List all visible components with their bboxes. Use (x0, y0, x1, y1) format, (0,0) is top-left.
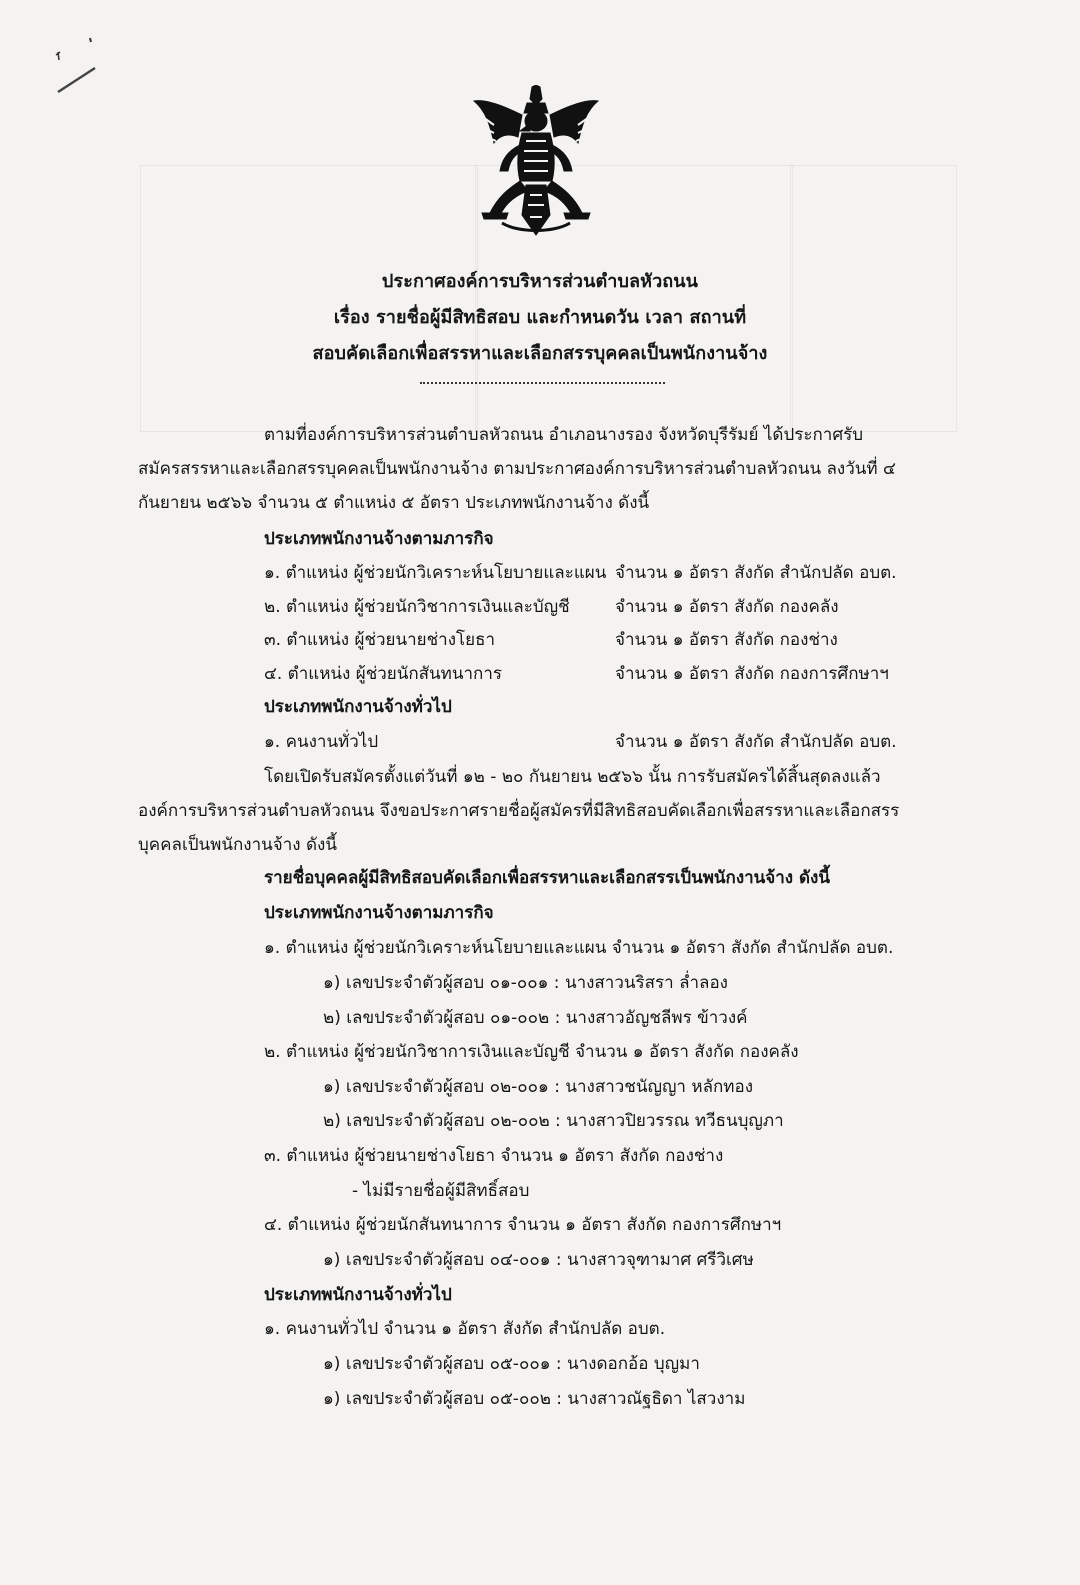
candidate-entry: ๒) เลขประจำตัวผู้สอบ ๐๒-๐๐๒ : นางสาวปิยวรรณ ทวีธนบุญภา (323, 1111, 784, 1131)
candidate-entry: ๑) เลขประจำตัวผู้สอบ ๐๕-๐๐๒ : นางสาวณัฐธิดา ไสวงาม (323, 1389, 746, 1409)
bleed-through-divider (790, 165, 793, 432)
eligible-heading: รายชื่อบุคคลผู้มีสิทธิสอบคัดเลือกเพื่อสรรหาและเลือกสรรเป็นพนักงานจ้าง ดังนี้ (264, 868, 830, 888)
opening-line-1: โดยเปิดรับสมัครตั้งแต่วันที่ ๑๒ - ๒๐ กันยายน ๒๕๖๖ นั้น การรับสมัครได้สิ้นสุดลงแล้ว (264, 767, 881, 787)
candidate-entry: ๑) เลขประจำตัวผู้สอบ ๐๔-๐๐๑ : นางสาวจุฑามาศ ศรีวิเศษ (323, 1250, 754, 1270)
garuda-emblem-icon (472, 85, 600, 240)
eligible-position: ๑. ตำแหน่ง ผู้ช่วยนักวิเคราะห์นโยบายและแผน จำนวน ๑ อัตรา สังกัด สำนักปลัด อบต. (264, 938, 894, 958)
eligible-position: ๓. ตำแหน่ง ผู้ช่วยนายช่างโยธา จำนวน ๑ อัตรา สังกัด กองช่าง (264, 1146, 724, 1166)
position-name: ๔. ตำแหน่ง ผู้ช่วยนักสันทนาการ (264, 664, 503, 684)
position-name: ๓. ตำแหน่ง ผู้ช่วยนายช่างโยธา (264, 630, 496, 650)
pen-mark-icon (50, 30, 110, 100)
no-candidates-note: - ไม่มีรายชื่อผู้มีสิทธิ์สอบ (352, 1181, 530, 1201)
position-detail: จำนวน ๑ อัตรา สังกัด สำนักปลัด อบต. (615, 563, 897, 583)
eligible-position: ๔. ตำแหน่ง ผู้ช่วยนักสันทนาการ จำนวน ๑ อัตรา สังกัด กองการศึกษาฯ (264, 1215, 782, 1235)
candidate-entry: ๒) เลขประจำตัวผู้สอบ ๐๑-๐๐๒ : นางสาวอัญชลีพร ข้าวงค์ (323, 1008, 748, 1028)
eligible-general-heading: ประเภทพนักงานจ้างทั่วไป (264, 1285, 452, 1305)
eligible-position: ๒. ตำแหน่ง ผู้ช่วยนักวิชาการเงินและบัญชี จำนวน ๑ อัตรา สังกัด กองคลัง (264, 1042, 799, 1062)
candidate-entry: ๑) เลขประจำตัวผู้สอบ ๐๕-๐๐๑ : นางดอกอ้อ บุญมา (323, 1354, 700, 1374)
position-name: ๑. ตำแหน่ง ผู้ช่วยนักวิเคราะห์นโยบายและแผน (264, 563, 607, 583)
announcement-title: ประกาศองค์การบริหารส่วนตำบลหัวถนน (381, 271, 699, 292)
position-name: ๒. ตำแหน่ง ผู้ช่วยนักวิชาการเงินและบัญชี (264, 597, 570, 617)
opening-line-2: องค์การบริหารส่วนตำบลหัวถนน จึงขอประกาศรายชื่อผู้สมัครที่มีสิทธิสอบคัดเลือกเพื่อสรรหาและเลือกสรร (138, 801, 900, 821)
position-detail: จำนวน ๑ อัตรา สังกัด กองการศึกษาฯ (615, 664, 889, 684)
position-detail: จำนวน ๑ อัตรา สังกัด กองช่าง (615, 630, 838, 650)
eligible-mission-heading: ประเภทพนักงานจ้างตามภารกิจ (264, 903, 494, 923)
opening-line-3: บุคคลเป็นพนักงานจ้าง ดังนี้ (138, 835, 337, 855)
announcement-subject: เรื่อง รายชื่อผู้มีสิทธิสอบ และกำหนดวัน เวลา สถานที่ (333, 307, 747, 328)
position-detail: จำนวน ๑ อัตรา สังกัด กองคลัง (615, 597, 839, 617)
eligible-position: ๑. คนงานทั่วไป จำนวน ๑ อัตรา สังกัด สำนักปลัด อบต. (264, 1319, 666, 1339)
mission-heading: ประเภทพนักงานจ้างตามภารกิจ (264, 529, 494, 549)
general-heading: ประเภทพนักงานจ้างทั่วไป (264, 697, 452, 717)
candidate-entry: ๑) เลขประจำตัวผู้สอบ ๐๑-๐๐๑ : นางสาวนริสรา ล่ำลอง (323, 973, 728, 993)
intro-line-3: กันยายน ๒๕๖๖ จำนวน ๕ ตำแหน่ง ๕ อัตรา ประเภทพนักงานจ้าง ดังนี้ (138, 493, 650, 513)
intro-line-1: ตามที่องค์การบริหารส่วนตำบลหัวถนน อำเภอนางรอง จังหวัดบุรีรัมย์ ได้ประกาศรับ (264, 425, 864, 445)
intro-line-2: สมัครสรรหาและเลือกสรรบุคคลเป็นพนักงานจ้าง ตามประกาศองค์การบริหารส่วนตำบลหัวถนน ลงวันที่ ๔ (138, 459, 896, 479)
title-divider (420, 382, 665, 384)
announcement-subject-cont: สอบคัดเลือกเพื่อสรรหาและเลือกสรรบุคคลเป็นพนักงานจ้าง (312, 343, 768, 364)
candidate-entry: ๑) เลขประจำตัวผู้สอบ ๐๒-๐๐๑ : นางสาวชนัญญา หลักทอง (323, 1077, 754, 1097)
position-detail: จำนวน ๑ อัตรา สังกัด สำนักปลัด อบต. (615, 732, 897, 752)
position-name: ๑. คนงานทั่วไป (264, 732, 379, 752)
